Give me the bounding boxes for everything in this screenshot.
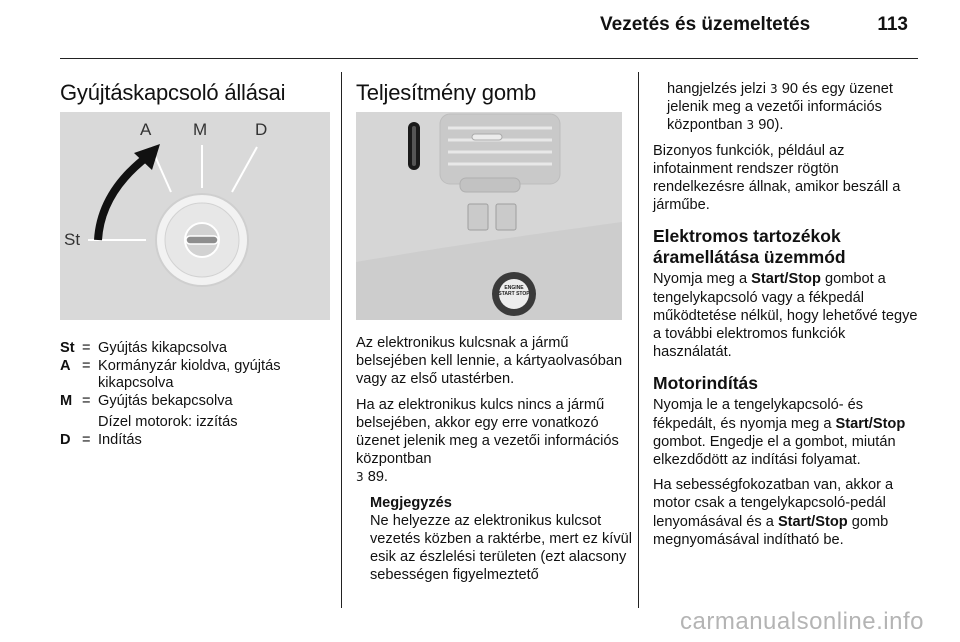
watermark: carmanualsonline.info: [680, 608, 924, 635]
heading-accessory-mode: Elektromos tartozékok áramellátása üzemmód: [653, 226, 846, 268]
paragraph-text: gombot. Engedje el a gombot, miután elkezdődött az indítási folyamat.: [653, 433, 896, 469]
middle-column-text: [356, 334, 636, 585]
page-ref-arrow-icon: 3: [770, 82, 778, 96]
button-text-start-stop: START STOP: [498, 291, 530, 297]
section-heading-power-button: Teljesítmény gomb: [356, 80, 537, 105]
paragraph: [653, 476, 923, 549]
legend-row-a: [60, 358, 330, 393]
paragraph-text: Nyomja le a tengelykapcsoló- és fékpedált, és nyomja meg a: [653, 397, 864, 432]
paragraph: Az elektronikus kulcsnak a jármű belsejében kell lennie, a kártyaolvasóban vagy az első utastérben.: [356, 335, 623, 388]
legend-sep: =: [82, 431, 91, 448]
page-ref-arrow-icon: 3: [746, 118, 755, 133]
legend-text: Indítás: [98, 431, 142, 448]
legend-key: A: [60, 357, 71, 374]
section-heading-ignition: Gyújtáskapcsoló állásai: [60, 80, 286, 105]
legend-sep: =: [82, 392, 91, 409]
figure-label-st: St: [64, 230, 81, 249]
note-title: Megjegyzés: [370, 494, 452, 511]
legend-row-m: [60, 393, 330, 411]
paragraph-text: Ha sebességfokozatban van, akkor a motor csak a tengelykapcsoló-pedál lenyomásával és a: [653, 477, 894, 530]
legend-key: D: [60, 431, 71, 448]
legend-text: Gyújtás kikapcsolva: [98, 340, 227, 356]
engine-start-stop-button: [496, 285, 532, 297]
note-continuation: [653, 80, 923, 135]
header-rule: [60, 58, 918, 59]
page-ref: 90).: [758, 117, 784, 134]
page-ref-arrow-icon: 3: [356, 470, 364, 485]
start-stop-label: Start/Stop: [751, 271, 821, 288]
figure-label-m: M: [193, 120, 208, 139]
legend-key: M: [60, 392, 73, 409]
running-header-title: Vezetés és üzemeltetés: [600, 14, 811, 35]
ignition-legend: [60, 340, 330, 450]
power-button-photo: [356, 112, 622, 320]
paragraph-text: gombot a tengelykapcsoló vagy a fékpedál működtetése nélkül, hogy lehetővé tegye a további elektromos funkciók használatát.: [653, 271, 918, 361]
paragraph-text: Ha az elektronikus kulcs nincs a jármű belsejében, akkor egy erre vonatkozó üzenet jelenik meg a vezetői információs központban: [356, 396, 619, 468]
column-divider-right: [638, 72, 639, 608]
paragraph-text: gomb megnyomásával indítható be.: [653, 513, 889, 548]
legend-key: St: [60, 340, 75, 356]
note-text: hangjelzés jelzi: [667, 81, 766, 97]
page-ref: 89.: [367, 469, 388, 486]
paragraph: Bizonyos funkciók, például az infotainment rendszer rögtön rendelkezésre állnak, amikor beszáll a járműbe.: [653, 142, 901, 214]
legend-sep: =: [82, 357, 91, 374]
paragraph: [653, 396, 923, 469]
legend-row-d: [60, 432, 330, 450]
paragraph-text: Nyomja meg a: [653, 271, 748, 288]
button-text-engine: ENGINE: [504, 285, 524, 291]
legend-text: Kormányzár kioldva, gyújtás kikapcsolva: [98, 357, 281, 392]
note-text: Ne helyezze az elektronikus kulcsot vezetés közben a raktérbe, mert ez kívül esik az észlelési területen (ezt alacsony sebességen figyelmeztető: [370, 512, 632, 584]
legend-row-st: [60, 340, 330, 358]
paragraph: [356, 396, 636, 487]
note-text: 90 és egy üzenet jelenik meg a vezetői információs központban: [667, 81, 893, 134]
dashboard-illustration: [356, 112, 622, 320]
ignition-switch-figure: [60, 112, 330, 320]
legend-text: Gyújtás bekapcsolva: [98, 392, 233, 409]
figure-label-d: D: [255, 120, 268, 139]
heading-engine-start: Motorindítás: [653, 373, 758, 394]
column-divider-left: [341, 72, 342, 608]
legend-sep: =: [82, 340, 91, 356]
ignition-switch-illustration: [60, 112, 330, 320]
page-number: 113: [877, 14, 908, 35]
legend-extra-diesel: Dízel motorok: izzítás: [98, 414, 238, 431]
paragraph: [653, 270, 923, 361]
note-box: [356, 494, 636, 585]
right-column-text: [653, 80, 923, 556]
start-stop-label: Start/Stop: [835, 415, 906, 432]
figure-label-a: A: [140, 120, 152, 139]
start-stop-label: Start/Stop: [777, 513, 848, 530]
